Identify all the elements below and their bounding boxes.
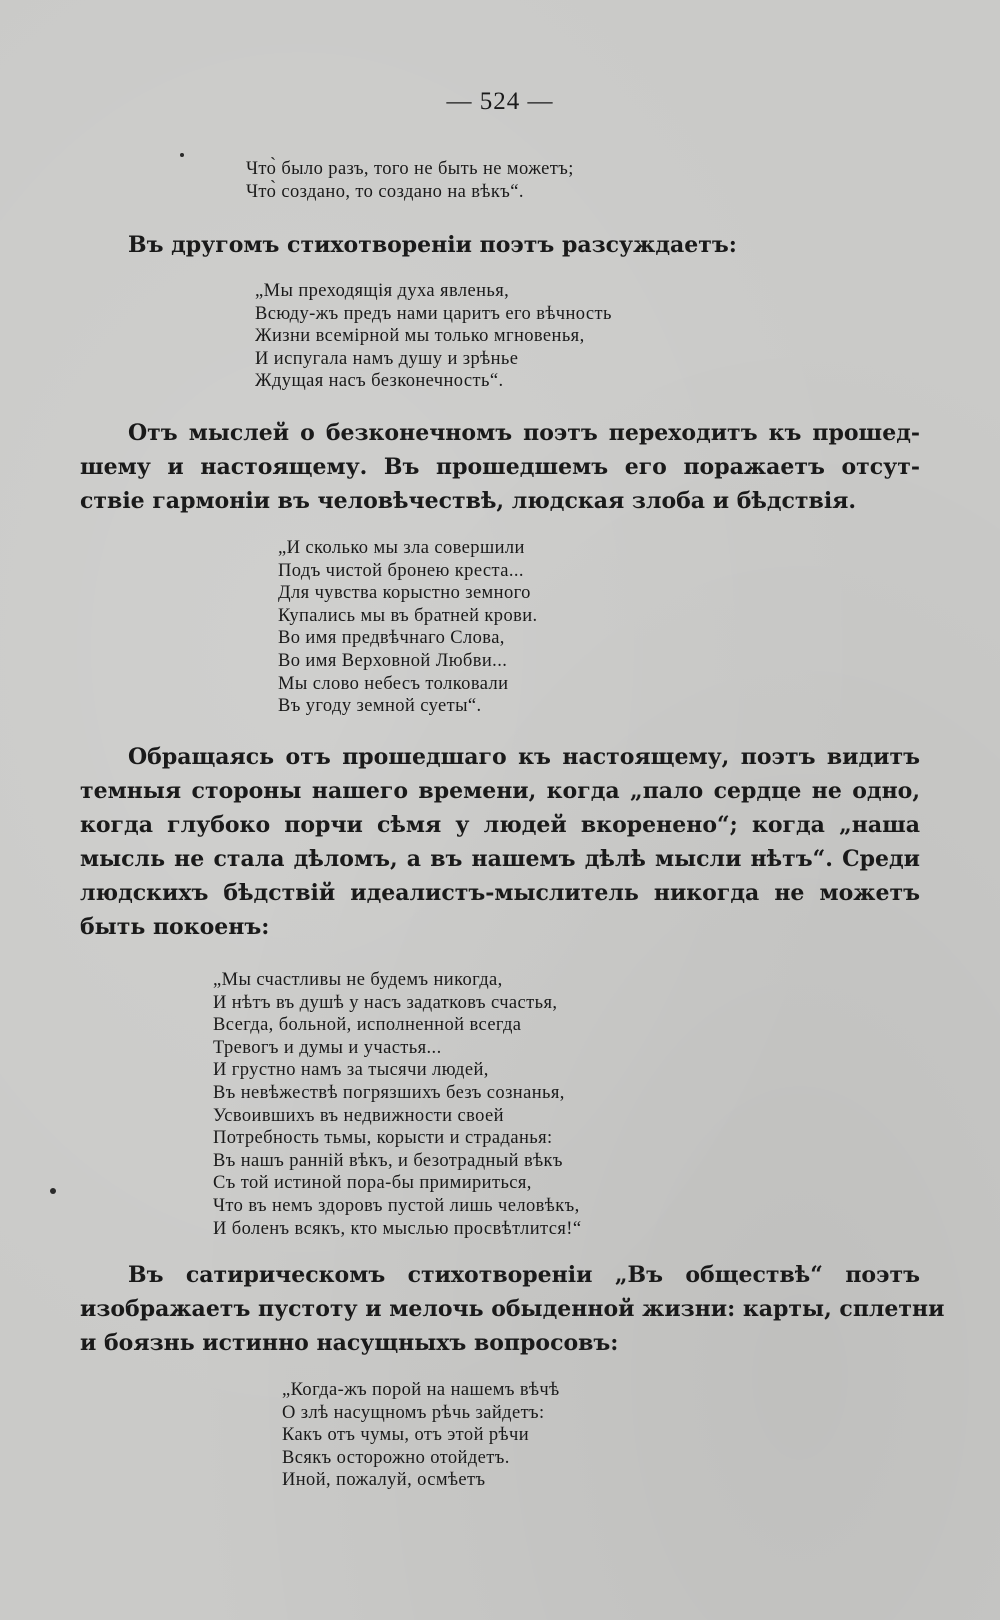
verse-line: Въ нашъ ранній вѣкъ, и безотрадный вѣкъ xyxy=(213,1150,563,1171)
verse-line: Иной, пожалуй, осмѣетъ xyxy=(282,1470,486,1491)
verse-line: Тревогъ и думы и участья... xyxy=(213,1037,442,1058)
verse-line: Что̀ создано, то создано на вѣкъ“. xyxy=(246,181,524,202)
verse-block xyxy=(255,280,612,393)
prose-paragraph xyxy=(80,1258,945,1360)
verse-line: И грустно намъ за тысячи людей, xyxy=(213,1060,489,1081)
prose-paragraph xyxy=(80,228,920,262)
prose-line: Отъ мыслей о безконечномъ поэтъ переходитъ къ прошед- xyxy=(128,420,920,446)
verse-line: Во имя Верховной Любви... xyxy=(278,650,508,671)
verse-line: И нѣтъ въ душѣ у насъ задатковъ счастья, xyxy=(213,992,558,1013)
ink-speck xyxy=(50,1188,56,1194)
prose-line: темныя стороны нашего времени, когда „пало сердце не одно, xyxy=(80,778,920,804)
verse-block xyxy=(246,158,574,203)
prose-line: ствіе гармоніи въ человѣчествѣ, людская злоба и бѣдствія. xyxy=(80,488,857,514)
verse-line: Съ той истиной пора-бы примириться, xyxy=(213,1173,532,1194)
verse-line: Всегда, больной, исполненной всегда xyxy=(213,1015,522,1036)
verse-line: „Мы счастливы не будемъ никогда, xyxy=(213,970,503,990)
verse-line: Потребность тьмы, корысти и страданья: xyxy=(213,1128,553,1149)
verse-line: Всякъ осторожно отойдетъ. xyxy=(282,1447,510,1468)
verse-line: И испугала намъ душу и зрѣнье xyxy=(255,348,519,369)
ink-speck xyxy=(180,153,184,157)
prose-line: шему и настоящему. Въ прошедшемъ его поражаетъ отсут- xyxy=(80,454,920,480)
verse-line: Ждущая насъ безконечность“. xyxy=(255,371,504,392)
verse-line: Для чувства корыстно земного xyxy=(278,583,531,604)
verse-line: И боленъ всякъ, кто мыслью просвѣтлится!“ xyxy=(213,1218,582,1239)
verse-line: О злѣ насущномъ рѣчь зайдетъ: xyxy=(282,1402,545,1423)
verse-block xyxy=(282,1379,560,1492)
verse-line: „Мы преходящія духа явленья, xyxy=(255,281,510,301)
prose-line: людскихъ бѣдствій идеалистъ-мыслитель никогда не можетъ xyxy=(80,880,920,906)
prose-line: быть покоенъ: xyxy=(80,914,270,940)
verse-line: Что̀ было разъ, того не быть не можетъ; xyxy=(246,159,574,179)
verse-line: Какъ отъ чумы, отъ этой рѣчи xyxy=(282,1425,530,1446)
prose-line: Обращаясь отъ прошедшаго къ настоящему, поэтъ видитъ xyxy=(128,744,920,770)
verse-line: „Когда-жъ порой на нашемъ вѣчѣ xyxy=(282,1380,560,1400)
prose-paragraph xyxy=(80,416,920,518)
prose-line: изображаетъ пустоту и мелочь обыденной жизни: карты, сплетни xyxy=(80,1296,945,1322)
prose-line: и боязнь истинно насущныхъ вопросовъ: xyxy=(80,1330,619,1356)
verse-line: Усвоившихъ въ недвижности своей xyxy=(213,1105,504,1126)
verse-line: Подъ чистой бронею креста... xyxy=(278,560,524,581)
page-number: — 524 — xyxy=(446,88,554,115)
verse-block xyxy=(213,969,581,1240)
prose-paragraph xyxy=(80,740,920,944)
verse-line: Во имя предвѣчнаго Слова, xyxy=(278,628,505,649)
verse-line: Жизни всемірной мы только мгновенья, xyxy=(255,326,585,347)
prose-line: мысль не стала дѣломъ, а въ нашемъ дѣлѣ мысли нѣтъ“. Среди xyxy=(80,846,920,872)
verse-line: Въ угоду земной суеты“. xyxy=(278,696,482,717)
prose-line: Въ другомъ стихотвореніи поэтъ разсуждаетъ: xyxy=(128,232,737,258)
verse-line: Что въ немъ здоровъ пустой лишь человѣкъ, xyxy=(213,1195,580,1216)
verse-line: Въ невѣжествѣ погрязшихъ безъ сознанья, xyxy=(213,1082,565,1103)
verse-line: Мы слово небесъ толковали xyxy=(278,673,509,694)
verse-line: „И сколько мы зла совершили xyxy=(278,538,525,558)
verse-line: Всюду-жъ предъ нами царитъ его вѣчность xyxy=(255,303,612,324)
verse-block xyxy=(278,537,538,718)
prose-line: когда глубоко порчи сѣмя у людей вкоренено“; когда „наша xyxy=(80,812,920,838)
prose-line: Въ сатирическомъ стихотвореніи „Въ обществѣ“ поэтъ xyxy=(128,1262,920,1288)
verse-line: Купались мы въ братней крови. xyxy=(278,605,538,626)
